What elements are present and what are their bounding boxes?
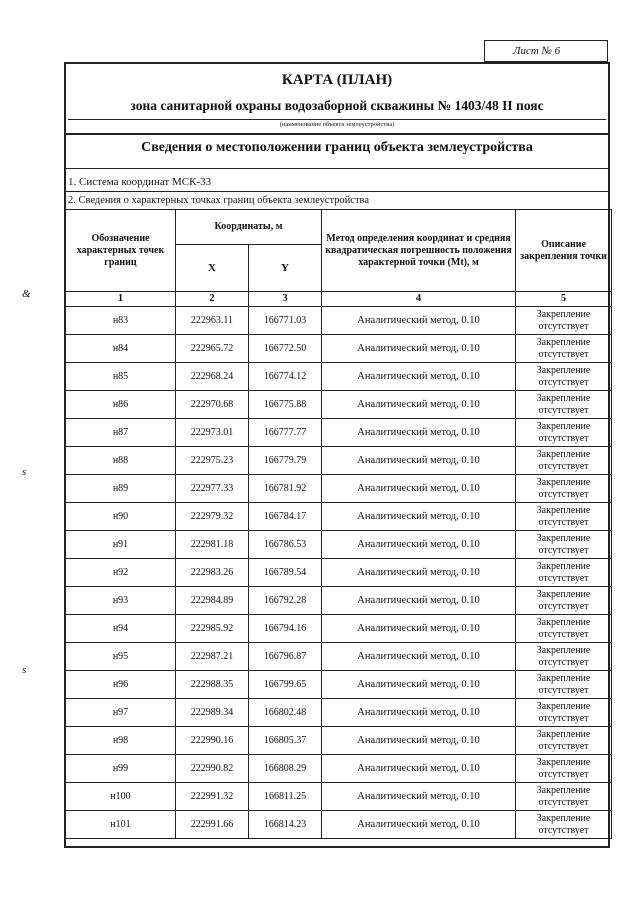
- method: Аналитический метод, 0.10: [322, 811, 516, 839]
- method: Аналитический метод, 0.10: [322, 447, 516, 475]
- document-frame: [64, 62, 610, 848]
- coord-x: 222968.24: [176, 363, 249, 391]
- coord-x: 222973.01: [176, 419, 249, 447]
- table-row: [66, 419, 612, 447]
- coord-x: 222985.92: [176, 615, 249, 643]
- section-title: Сведения о местоположении границ объекта землеустройства: [141, 140, 533, 155]
- fixing-description: Закрепление отсутствует: [516, 475, 612, 503]
- method: Аналитический метод, 0.10: [322, 531, 516, 559]
- point-id: н86: [66, 391, 176, 419]
- col-method-header: Метод определения координат и средняя квадратическая погрешность положения характерной точки (Mt), м: [322, 210, 516, 292]
- col-x-header: X: [176, 245, 249, 292]
- coord-y: 166814.23: [249, 811, 322, 839]
- points-heading: 2. Сведения о характерных точках границ объекта землеустройства: [68, 195, 370, 206]
- col-point-header: Обозначение характерных точек границ: [66, 210, 176, 292]
- point-id: н101: [66, 811, 176, 839]
- table-row: [66, 755, 612, 783]
- col-number: 2: [176, 292, 249, 307]
- table-row: [66, 503, 612, 531]
- document-title: КАРТА (ПЛАН): [281, 72, 393, 88]
- table-row: [66, 447, 612, 475]
- col-number: 3: [249, 292, 322, 307]
- fixing-description: Закрепление отсутствует: [516, 671, 612, 699]
- fixing-description: Закрепление отсутствует: [516, 811, 612, 839]
- table-row: [66, 615, 612, 643]
- coord-y: 166777.77: [249, 419, 322, 447]
- point-id: н98: [66, 727, 176, 755]
- table-row: [66, 391, 612, 419]
- coord-y: 166789.54: [249, 559, 322, 587]
- method: Аналитический метод, 0.10: [322, 671, 516, 699]
- margin-mark: &: [22, 288, 31, 300]
- coord-y: 166808.29: [249, 755, 322, 783]
- table-row: [66, 727, 612, 755]
- method: Аналитический метод, 0.10: [322, 559, 516, 587]
- fixing-description: Закрепление отсутствует: [516, 447, 612, 475]
- point-id: н94: [66, 615, 176, 643]
- coord-y: 166786.53: [249, 531, 322, 559]
- method: Аналитический метод, 0.10: [322, 699, 516, 727]
- coord-y: 166805.37: [249, 727, 322, 755]
- object-name-note: (наименование объекта землеустройства): [279, 121, 395, 128]
- point-id: н92: [66, 559, 176, 587]
- coord-x: 222977.33: [176, 475, 249, 503]
- fixing-description: Закрепление отсутствует: [516, 419, 612, 447]
- coord-y: 166779.79: [249, 447, 322, 475]
- point-id: н96: [66, 671, 176, 699]
- coord-x: 222979.32: [176, 503, 249, 531]
- coord-y: 166771.03: [249, 307, 322, 335]
- coord-x: 222965.72: [176, 335, 249, 363]
- fixing-description: Закрепление отсутствует: [516, 363, 612, 391]
- method: Аналитический метод, 0.10: [322, 727, 516, 755]
- method: Аналитический метод, 0.10: [322, 587, 516, 615]
- fixing-description: Закрепление отсутствует: [516, 783, 612, 811]
- coord-x: 222989.34: [176, 699, 249, 727]
- point-id: н100: [66, 783, 176, 811]
- coord-x: 222990.82: [176, 755, 249, 783]
- coord-y: 166794.16: [249, 615, 322, 643]
- coord-x: 222970.68: [176, 391, 249, 419]
- divider: [66, 168, 608, 169]
- table-row: [66, 587, 612, 615]
- coord-x: 222975.23: [176, 447, 249, 475]
- coord-y: 166792.28: [249, 587, 322, 615]
- method: Аналитический метод, 0.10: [322, 419, 516, 447]
- point-id: н95: [66, 643, 176, 671]
- divider: [66, 191, 608, 192]
- method: Аналитический метод, 0.10: [322, 783, 516, 811]
- coord-x: 222984.89: [176, 587, 249, 615]
- method: Аналитический метод, 0.10: [322, 755, 516, 783]
- points-table: [65, 209, 612, 839]
- col-fix-header: Описание закрепления точки: [516, 210, 612, 292]
- coord-y: 166772.50: [249, 335, 322, 363]
- table-row: [66, 811, 612, 839]
- margin-mark: s: [22, 664, 27, 676]
- coord-y: 166796.87: [249, 643, 322, 671]
- fixing-description: Закрепление отсутствует: [516, 615, 612, 643]
- points-table-body: [66, 307, 612, 839]
- point-id: н85: [66, 363, 176, 391]
- table-row: [66, 699, 612, 727]
- sheet-number: [484, 40, 608, 62]
- fixing-description: Закрепление отсутствует: [516, 335, 612, 363]
- divider: [68, 119, 606, 120]
- fixing-description: Закрепление отсутствует: [516, 699, 612, 727]
- divider: [66, 133, 608, 135]
- coord-x: 222981.18: [176, 531, 249, 559]
- table-row: [66, 307, 612, 335]
- coord-x: 222983.26: [176, 559, 249, 587]
- coord-y: 166775.88: [249, 391, 322, 419]
- coord-x: 222991.32: [176, 783, 249, 811]
- object-name: зона санитарной охраны водозаборной скважины № 1403/48 II пояс: [130, 98, 544, 113]
- col-coords-header: Координаты, м: [176, 210, 322, 245]
- point-id: н99: [66, 755, 176, 783]
- method: Аналитический метод, 0.10: [322, 503, 516, 531]
- table-row: [66, 643, 612, 671]
- point-id: н89: [66, 475, 176, 503]
- method: Аналитический метод, 0.10: [322, 307, 516, 335]
- fixing-description: Закрепление отсутствует: [516, 307, 612, 335]
- fixing-description: Закрепление отсутствует: [516, 531, 612, 559]
- table-row: [66, 783, 612, 811]
- coord-y: 166781.92: [249, 475, 322, 503]
- fixing-description: Закрепление отсутствует: [516, 727, 612, 755]
- margin-mark: s: [22, 466, 27, 478]
- method: Аналитический метод, 0.10: [322, 335, 516, 363]
- table-row: [66, 475, 612, 503]
- method: Аналитический метод, 0.10: [322, 391, 516, 419]
- method: Аналитический метод, 0.10: [322, 643, 516, 671]
- method: Аналитический метод, 0.10: [322, 363, 516, 391]
- point-id: н83: [66, 307, 176, 335]
- col-number: 1: [66, 292, 176, 307]
- coord-x: 222991.66: [176, 811, 249, 839]
- coord-y: 166799.65: [249, 671, 322, 699]
- col-number: 5: [516, 292, 612, 307]
- method: Аналитический метод, 0.10: [322, 615, 516, 643]
- table-row: [66, 531, 612, 559]
- fixing-description: Закрепление отсутствует: [516, 559, 612, 587]
- point-id: н88: [66, 447, 176, 475]
- fixing-description: Закрепление отсутствует: [516, 643, 612, 671]
- coord-y: 166811.25: [249, 783, 322, 811]
- point-id: н84: [66, 335, 176, 363]
- fixing-description: Закрепление отсутствует: [516, 755, 612, 783]
- point-id: н93: [66, 587, 176, 615]
- table-row: [66, 363, 612, 391]
- fixing-description: Закрепление отсутствует: [516, 391, 612, 419]
- coord-x: 222987.21: [176, 643, 249, 671]
- coord-x: 222990.16: [176, 727, 249, 755]
- method: Аналитический метод, 0.10: [322, 475, 516, 503]
- point-id: н90: [66, 503, 176, 531]
- point-id: н97: [66, 699, 176, 727]
- sheet-number-label: Лист № 6: [513, 45, 561, 57]
- table-row: [66, 559, 612, 587]
- coord-x: 222988.35: [176, 671, 249, 699]
- coord-y: 166784.17: [249, 503, 322, 531]
- fixing-description: Закрепление отсутствует: [516, 503, 612, 531]
- coord-system: 1. Система координат МСК-33: [68, 176, 212, 188]
- table-row: [66, 671, 612, 699]
- fixing-description: Закрепление отсутствует: [516, 587, 612, 615]
- point-id: н87: [66, 419, 176, 447]
- coord-y: 166802.48: [249, 699, 322, 727]
- point-id: н91: [66, 531, 176, 559]
- col-y-header: Y: [249, 245, 322, 292]
- coord-x: 222963.11: [176, 307, 249, 335]
- table-row: [66, 335, 612, 363]
- coord-y: 166774.12: [249, 363, 322, 391]
- col-number: 4: [322, 292, 516, 307]
